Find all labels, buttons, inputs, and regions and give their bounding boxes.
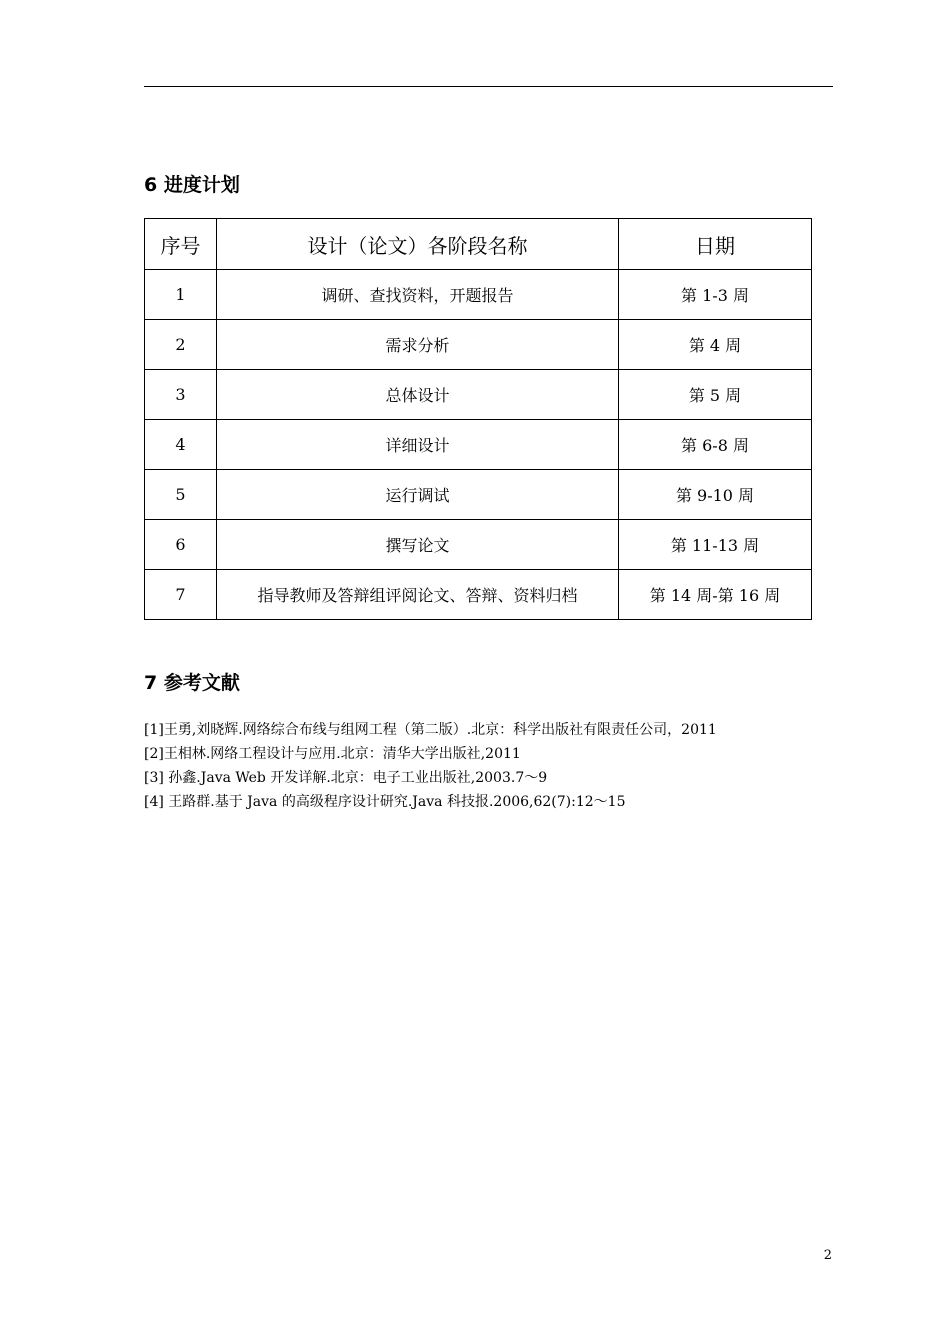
cell-index: 3 <box>145 370 217 420</box>
cell-index: 2 <box>145 320 217 370</box>
cell-stage: 运行调试 <box>217 470 619 520</box>
cell-date: 第 9-10 周 <box>619 470 812 520</box>
reference-item-3: [3] 孙鑫.Java Web 开发详解.北京：电子工业出版社,2003.7～9 <box>144 770 548 786</box>
cell-index: 5 <box>145 470 217 520</box>
cell-stage: 指导教师及答辩组评阅论文、答辩、资料归档 <box>217 570 619 620</box>
cell-date: 第 4 周 <box>619 320 812 370</box>
cell-index: 4 <box>145 420 217 470</box>
cell-stage: 调研、查找资料，开题报告 <box>217 270 619 320</box>
cell-index: 6 <box>145 520 217 570</box>
header-cell-stage: 设计（论文）各阶段名称 <box>217 219 619 270</box>
cell-stage: 详细设计 <box>217 420 619 470</box>
reference-item-2: [2]王相林.网络工程设计与应用.北京：清华大学出版社,2011 <box>144 746 521 762</box>
cell-stage: 需求分析 <box>217 320 619 370</box>
reference-item-1: [1]王勇,刘晓辉.网络综合布线与组网工程（第二版）.北京：科学出版社有限责任公司，2011 <box>144 722 717 738</box>
reference-list <box>144 718 844 814</box>
cell-index: 1 <box>145 270 217 320</box>
references-heading: 7 参考文献 <box>144 672 240 694</box>
cell-index: 7 <box>145 570 217 620</box>
page-number: 2 <box>823 1248 832 1263</box>
table-row <box>145 520 812 570</box>
header-rule <box>144 86 833 87</box>
cell-stage: 总体设计 <box>217 370 619 420</box>
table-row <box>145 470 812 520</box>
header-cell-index: 序号 <box>145 219 217 270</box>
cell-date: 第 6-8 周 <box>619 420 812 470</box>
cell-stage: 撰写论文 <box>217 520 619 570</box>
cell-date: 第 5 周 <box>619 370 812 420</box>
header-cell-date: 日期 <box>619 219 812 270</box>
table-row <box>145 270 812 320</box>
cell-date: 第 14 周-第 16 周 <box>619 570 812 620</box>
table-header-row <box>145 219 812 270</box>
schedule-table <box>144 218 812 620</box>
table-row <box>145 370 812 420</box>
table-row <box>145 570 812 620</box>
cell-date: 第 11-13 周 <box>619 520 812 570</box>
table-row <box>145 420 812 470</box>
reference-item-4: [4] 王路群.基于 Java 的高级程序设计研究.Java 科技报.2006,62(7):12～15 <box>144 794 626 810</box>
table-row <box>145 320 812 370</box>
cell-date: 第 1-3 周 <box>619 270 812 320</box>
schedule-heading: 6 进度计划 <box>144 174 240 196</box>
